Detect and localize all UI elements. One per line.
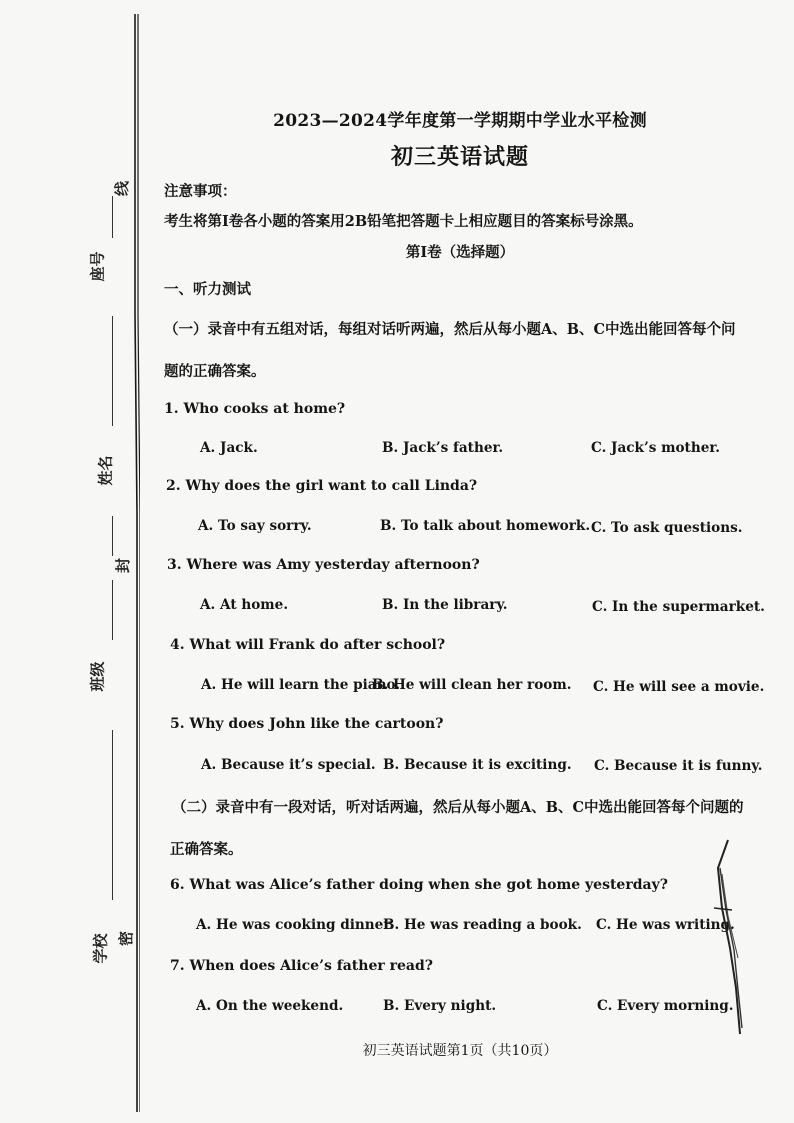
margin-label-seat: 座号 (88, 251, 107, 282)
question-2: 2. Why does the girl want to call Linda? (166, 478, 478, 494)
volume-title: 第Ⅰ卷（选择题） (405, 244, 515, 261)
question-7: 7. When does Alice’s father read? (170, 958, 433, 974)
question-5: 5. Why does John like the cartoon? (170, 716, 444, 732)
question-1: 1. Who cooks at home? (164, 401, 346, 417)
exam-title: 2023—2024学年度第一学期期中学业水平检测 (273, 111, 647, 131)
q4-option-a: A. He will learn the piano. (201, 677, 401, 693)
q6-option-a: A. He was cooking dinner. (196, 917, 394, 933)
part2-instruction-line1: （二）录音中有一段对话，听对话两遍，然后从每小题A、B、C中选出能回答每个问题的 (172, 799, 744, 816)
margin-label-school: 学校 (91, 933, 110, 964)
q7-option-a: A. On the weekend. (196, 998, 344, 1014)
q1-option-c: C. Jack’s mother. (591, 440, 721, 456)
q2-option-a: A. To say sorry. (198, 518, 312, 534)
q5-option-a: A. Because it’s special. (201, 757, 376, 773)
margin-label-name: 姓名 (96, 455, 115, 486)
q2-option-c: C. To ask questions. (591, 520, 743, 536)
q4-option-c: C. He will see a movie. (593, 679, 765, 695)
part1-instruction-line1: （一）录音中有五组对话，每组对话听两遍，然后从每小题A、B、C中选出能回答每个问 (164, 321, 736, 338)
q4-option-b: B. He will clean her room. (372, 677, 572, 693)
margin-label-secret: 密 (117, 930, 136, 947)
q7-option-c: C. Every morning. (597, 998, 734, 1014)
question-3: 3. Where was Amy yesterday afternoon? (167, 557, 480, 573)
seat-blank (112, 196, 113, 238)
seal-blank-top (112, 516, 113, 556)
margin-label-class: 班级 (88, 661, 107, 692)
q6-option-c: C. He was writing. (596, 917, 735, 933)
page-footer: 初三英语试题第1页（共10页） (362, 1043, 558, 1059)
exam-subtitle: 初三英语试题 (390, 144, 529, 170)
name-blank (112, 316, 113, 426)
part1-instruction-line2: 题的正确答案。 (164, 363, 266, 380)
q5-option-c: C. Because it is funny. (594, 758, 763, 774)
binding-line (134, 14, 140, 1112)
q3-option-a: A. At home. (200, 597, 289, 613)
section1-heading: 一、听力测试 (164, 281, 251, 298)
notes-heading: 注意事项： (164, 183, 237, 200)
school-blank (112, 730, 113, 900)
q5-option-b: B. Because it is exciting. (383, 757, 572, 773)
class-blank (112, 580, 113, 640)
question-4: 4. What will Frank do after school? (170, 637, 446, 653)
margin-label-seal: 封 (114, 557, 133, 574)
q6-option-b: B. He was reading a book. (383, 917, 582, 933)
q3-option-b: B. In the library. (382, 597, 508, 613)
question-6: 6. What was Alice’s father doing when she got home yesterday? (170, 877, 668, 893)
q3-option-c: C. In the supermarket. (592, 599, 765, 615)
part2-instruction-line2: 正确答案。 (170, 841, 243, 858)
notes-text: 考生将第Ⅰ卷各小题的答案用2B铅笔把答题卡上相应题目的答案标号涂黑。 (164, 213, 643, 230)
q2-option-b: B. To talk about homework. (380, 518, 591, 534)
pen-stroke-mark (700, 838, 760, 1038)
q1-option-a: A. Jack. (200, 440, 258, 456)
q1-option-b: B. Jack’s father. (382, 440, 504, 456)
q7-option-b: B. Every night. (383, 998, 497, 1014)
margin-label-line: 线 (113, 180, 132, 197)
